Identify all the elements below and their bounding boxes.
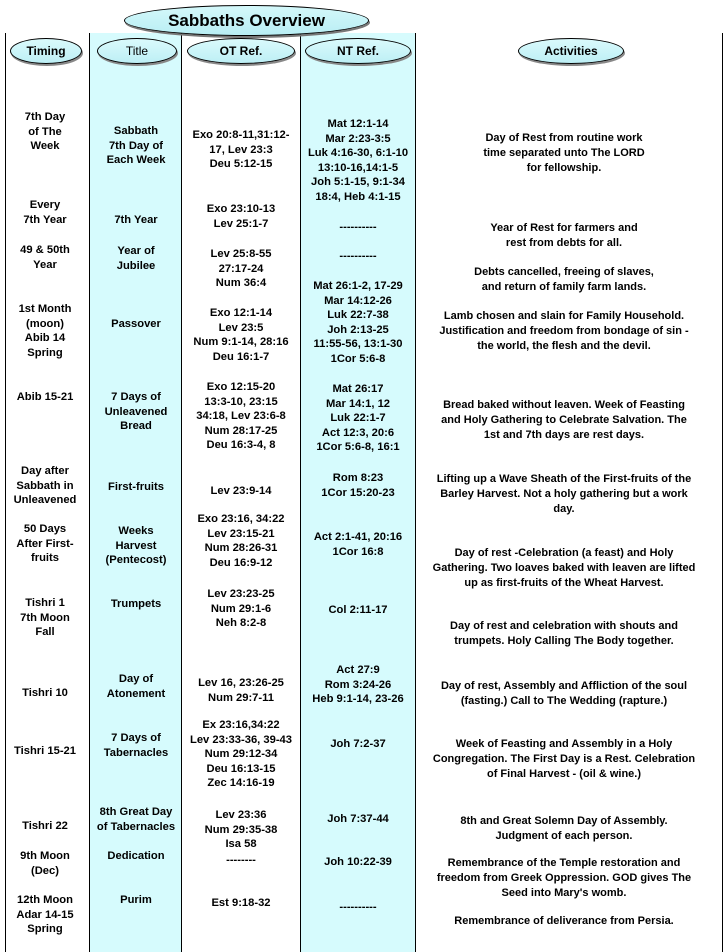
cell-line: 12th Moon <box>17 894 73 906</box>
cell-line: rest from debts for all. <box>505 236 623 249</box>
cell-ot <box>197 512 284 570</box>
cell-line: 7th Year <box>23 213 67 226</box>
cell-line: Num 29:35-38 <box>204 823 278 836</box>
cell-line: First-fruits <box>108 481 164 493</box>
cell-line: ---------- <box>339 250 377 262</box>
cell-line: 1Cor 16:8 <box>332 545 384 558</box>
cell-ot <box>226 853 256 868</box>
cell-line: Act 2:1-41, 20:16 <box>313 531 403 543</box>
cell-line: 7th Day <box>24 111 66 123</box>
cell-line: ---------- <box>339 221 377 233</box>
cell-timing <box>25 110 65 154</box>
cell-line: 8th Great Day <box>99 806 173 818</box>
cell-line: Est 9:18-32 <box>211 897 271 909</box>
cell-line: 8th and Great Solemn Day of Assembly. <box>460 815 668 827</box>
cell-line: of Tabernacles <box>96 820 176 833</box>
cell-line: Lev 23:36 <box>215 809 267 821</box>
cell-title <box>106 524 167 568</box>
cell-line: Judgment of each person. <box>495 829 633 842</box>
cell-timing <box>17 390 74 405</box>
cell-timing <box>14 744 76 759</box>
cell-line: Lifting up a Wave Sheath of the First-fruits of the <box>436 473 692 485</box>
cell-line: Act 12:3, 20:6 <box>321 426 395 439</box>
cell-line: Jubilee <box>116 259 156 272</box>
cell-line: Year <box>33 258 57 271</box>
cell-line: 1Cor 15:20-23 <box>321 486 395 499</box>
cell-line: Num 36:4 <box>215 277 267 290</box>
cell-line: Mat 26:1-2, 17-29 <box>313 280 403 292</box>
cell-line: Exo 12:15-20 <box>206 381 276 393</box>
cell-nt <box>314 530 402 559</box>
cell-line: Deu 16:3-4, 8 <box>206 439 276 452</box>
cell-line: Day after <box>21 465 69 477</box>
cell-line: Barley Harvest. Not a holy gathering but a work <box>440 487 688 500</box>
cell-line: Congregation. The First Day is a Rest. Celebration <box>432 752 696 765</box>
cell-line: Lev 23:33-36, 39-43 <box>190 733 292 746</box>
cell-ot <box>211 247 272 291</box>
cell-line: Atonement <box>106 687 166 700</box>
cell-nt <box>330 737 385 752</box>
cell-line: 13:10-16,14:1-5 <box>317 161 399 174</box>
cell-line: Unleavened <box>13 494 77 507</box>
cell-line: 7th Year <box>114 214 158 226</box>
cell-activities <box>450 619 678 649</box>
cell-line: 1Cor 5:6-8, 16:1 <box>316 441 400 454</box>
cell-ot <box>198 676 284 705</box>
cell-line: Lev 25:8-55 <box>210 248 272 260</box>
cell-line: Abib 14 <box>24 332 66 345</box>
cell-timing <box>19 302 72 360</box>
cell-line: Justification and freedom from bondage of sin - <box>439 324 689 337</box>
cell-timing <box>23 198 66 227</box>
cell-line: 7 Days of <box>111 391 161 403</box>
cell-title <box>107 124 166 168</box>
cell-line: Exo 23:10-13 <box>206 203 276 215</box>
cell-title <box>111 317 161 332</box>
cell-line: for fellowship. <box>526 161 602 174</box>
cell-title <box>117 244 156 273</box>
cell-line: Luk 22:1-7 <box>330 412 386 425</box>
ot-ref-header: OT Ref. <box>187 38 295 64</box>
cell-line: Tabernacles <box>103 746 169 759</box>
cell-nt <box>324 855 392 870</box>
cell-line: Rom 3:24-26 <box>324 678 392 691</box>
cell-line: Ex 23:16,34:22 <box>202 719 280 731</box>
cell-line: Trumpets <box>110 598 162 610</box>
cell-line: 11:55-56, 13:1-30 <box>313 338 403 351</box>
cell-activities <box>483 131 644 175</box>
cell-nt <box>321 471 394 500</box>
cell-title <box>108 480 164 495</box>
cell-activities <box>437 856 691 900</box>
cell-ot <box>192 128 289 172</box>
cell-title <box>107 849 164 864</box>
cell-line: Day of Rest from routine work <box>485 132 643 144</box>
cell-line: day. <box>553 502 575 515</box>
cell-line: Lamb chosen and slain for Family Household. <box>443 310 685 322</box>
cell-title <box>120 893 152 908</box>
cell-line: Lev 16, 23:26-25 <box>198 677 284 689</box>
cell-title <box>97 805 175 834</box>
cell-timing <box>16 522 73 566</box>
cell-line: Remembrance of deliverance from Persia. <box>454 914 674 927</box>
cell-line: Dedication <box>107 850 165 862</box>
cell-line: Mat 12:1-14 <box>327 118 389 130</box>
cell-line: Bread <box>120 420 152 433</box>
cell-line: Deu 16:13-15 <box>206 762 276 775</box>
cell-line: Each Week <box>106 154 166 167</box>
cell-line: 50 Days <box>23 523 67 535</box>
cell-line: Remembrance of the Temple restoration and <box>447 857 681 869</box>
cell-line: Day of <box>118 673 154 685</box>
cell-nt <box>308 117 408 205</box>
cell-line: 18:4, Heb 4:1-15 <box>315 190 401 203</box>
cell-line: Exo 20:8-11,31:12- <box>192 129 290 141</box>
cell-timing <box>14 464 77 508</box>
cell-line: (fasting.) Call to The Wedding (rapture.) <box>460 694 668 707</box>
cell-title <box>104 731 168 760</box>
cell-line: and Holy Gathering to Celebrate Salvation. The <box>441 413 687 426</box>
title-header: Title <box>97 38 177 64</box>
cell-line: (Pentecost) <box>105 554 167 567</box>
cell-activities <box>439 309 688 353</box>
cell-line: Tishri 10 <box>22 687 68 699</box>
cell-ot <box>196 380 286 453</box>
cell-activities <box>441 679 687 709</box>
cell-line: Week <box>30 140 60 153</box>
cell-title <box>105 390 168 434</box>
cell-line: Mar 14:1, 12 <box>325 397 391 410</box>
cell-line: Num 28:26-31 <box>204 542 278 555</box>
cell-line: and return of family farm lands. <box>481 280 647 293</box>
cell-line: 7th Moon <box>20 611 70 624</box>
cell-line: Luk 4:16-30, 6:1-10 <box>307 147 409 160</box>
cell-line: Exo 23:16, 34:22 <box>197 513 285 525</box>
cell-line: Zec 14:16-19 <box>207 777 275 790</box>
cell-line: Deu 16:9-12 <box>209 556 273 569</box>
cell-line: 1Cor 5:6-8 <box>330 352 386 365</box>
cell-nt <box>339 900 376 915</box>
cell-line: 34:18, Lev 23:6-8 <box>196 410 286 423</box>
cell-line: Rom 8:23 <box>332 472 384 484</box>
cell-line: Tishri 22 <box>22 820 68 832</box>
cell-activities <box>441 398 687 442</box>
cell-line: Num 28:17-25 <box>204 424 278 437</box>
cell-line: freedom from Greek Oppression. GOD gives The <box>436 871 692 884</box>
cell-line: Adar 14-15 <box>16 908 74 921</box>
cell-line: Week of Feasting and Assembly in a Holy <box>455 738 673 750</box>
cell-line: Act 27:9 <box>336 664 380 676</box>
cell-ot <box>211 484 272 499</box>
cell-line: Passover <box>111 318 161 330</box>
cell-title <box>107 672 165 701</box>
cell-line: Joh 5:1-15, 9:1-34 <box>311 176 405 189</box>
cell-line: Tishri 1 <box>25 597 65 609</box>
cell-line: Deu 16:1-7 <box>212 350 270 363</box>
cell-line: the world, the flesh and the devil. <box>477 339 651 352</box>
cell-nt <box>312 663 403 707</box>
cell-line: Isa 58 <box>225 838 257 851</box>
cell-nt <box>339 249 376 264</box>
cell-line: Mat 26:17 <box>332 383 384 395</box>
cell-line: Sabbath in <box>16 479 74 492</box>
cell-line: Joh 7:2-37 <box>330 738 386 750</box>
cell-line: (moon) <box>26 317 64 330</box>
cell-line: Joh 2:13-25 <box>327 323 389 336</box>
cell-line: 7th Day of <box>108 139 164 152</box>
cell-line: 13:3-10, 23:15 <box>204 395 278 408</box>
cell-line: 1st and 7th days are rest days. <box>483 428 645 441</box>
cell-line: Unleavened <box>104 405 168 418</box>
cell-line: Exo 12:1-14 <box>209 307 273 319</box>
cell-line: Spring <box>27 923 63 936</box>
cell-line: -------- <box>226 854 256 866</box>
cell-line: Joh 10:22-39 <box>324 856 392 868</box>
cell-line: Joh 7:37-44 <box>327 813 389 825</box>
cell-line: Deu 5:12-15 <box>209 158 273 171</box>
cell-line: ---------- <box>339 901 377 913</box>
cell-activities <box>454 899 673 929</box>
cell-line: 49 & 50th <box>20 244 70 256</box>
cell-line: Day of rest -Celebration (a feast) and Holy <box>454 547 674 559</box>
cell-timing <box>20 849 70 878</box>
cell-line: trumpets. Holy Calling The Body together. <box>454 634 674 647</box>
cell-line: Year of <box>117 245 155 257</box>
cell-line: After First- <box>16 537 74 550</box>
cell-line: up as first-fruits of the Wheat Harvest. <box>464 576 664 589</box>
cell-line: Gathering. Two loaves baked with leaven are lifted <box>432 561 696 574</box>
cell-timing <box>20 243 70 272</box>
cell-ot <box>207 587 274 631</box>
cell-timing <box>16 893 73 937</box>
cell-line: Luk 22:7-38 <box>327 309 389 322</box>
cell-line: (Dec) <box>31 864 59 877</box>
cell-nt <box>313 279 403 367</box>
cell-line: Num 29:12-34 <box>204 748 278 761</box>
cell-line: fruits <box>31 552 59 565</box>
cell-line: Num 29:7-11 <box>208 691 274 704</box>
cell-line: 9th Moon <box>20 850 70 862</box>
timing-header: Timing <box>10 38 82 64</box>
cell-line: Seed into Mary's womb. <box>501 886 627 899</box>
cell-timing <box>22 819 68 834</box>
cell-nt <box>339 220 376 235</box>
cell-line: Lev 23:23-25 <box>207 588 275 600</box>
cell-activities <box>490 221 637 251</box>
cell-line: Day of rest, Assembly and Affliction of the soul <box>440 680 688 692</box>
cell-line: 27:17-24 <box>218 262 264 275</box>
cell-line: Year of Rest for farmers and <box>490 222 638 234</box>
cell-line: Purim <box>120 894 152 906</box>
cell-line: Mar 2:23-3:5 <box>325 132 391 145</box>
nt-ref-header: NT Ref. <box>305 38 411 64</box>
cell-line: Col 2:11-17 <box>328 604 388 616</box>
cell-nt <box>327 812 389 827</box>
cell-ot <box>211 896 270 911</box>
cell-activities <box>437 472 691 516</box>
cell-line: Heb 9:1-14, 23-26 <box>312 693 404 706</box>
cell-line: Harvest <box>115 539 157 552</box>
cell-activities <box>433 546 696 590</box>
cell-line: Neh 8:2-8 <box>215 617 267 630</box>
cell-ot <box>207 202 275 231</box>
cell-ot <box>190 718 292 791</box>
cell-nt <box>316 382 399 455</box>
cell-activities <box>433 737 695 781</box>
cell-line: Lev 23:9-14 <box>210 485 272 497</box>
cell-line: Lev 23:5 <box>218 321 264 334</box>
cell-line: 1st Month <box>18 303 72 315</box>
cell-ot <box>193 306 288 364</box>
cell-line: Lev 23:15-21 <box>207 527 275 540</box>
cell-title <box>111 597 161 612</box>
cell-line: Sabbath <box>113 125 159 137</box>
cell-line: Day of rest and celebration with shouts and <box>450 620 678 632</box>
cell-line: Bread baked without leaven. Week of Feasting <box>443 399 685 411</box>
cell-line: Abib 15-21 <box>16 391 74 403</box>
cell-line: of The <box>28 125 62 138</box>
activities-header: Activities <box>518 38 624 64</box>
cell-line: Lev 25:1-7 <box>213 217 269 230</box>
cell-line: of Final Harvest - (oil & wine.) <box>486 767 642 780</box>
cell-line: 7 Days of <box>111 732 161 744</box>
cell-timing <box>20 596 70 640</box>
cell-line: Tishri 15-21 <box>14 745 76 757</box>
cell-line: Num 29:1-6 <box>210 602 272 615</box>
page-title: Sabbaths Overview <box>124 5 369 36</box>
cell-line: Spring <box>27 346 63 359</box>
cell-activities <box>460 814 667 844</box>
cell-line: Weeks <box>118 525 154 537</box>
cell-line: Num 9:1-14, 28:16 <box>193 336 289 349</box>
cell-line: Every <box>29 199 61 211</box>
cell-activities <box>474 265 654 295</box>
cell-line: Mar 14:12-26 <box>324 294 392 307</box>
cell-line: Fall <box>35 626 55 639</box>
cell-ot <box>205 808 278 852</box>
cell-timing <box>22 686 68 701</box>
cell-nt <box>328 603 387 618</box>
cell-line <box>454 899 673 914</box>
cell-line: Debts cancelled, freeing of slaves, <box>474 266 654 278</box>
cell-title <box>114 213 157 228</box>
cell-line: time separated unto The LORD <box>483 146 645 159</box>
cell-line: 17, Lev 23:3 <box>209 143 273 156</box>
